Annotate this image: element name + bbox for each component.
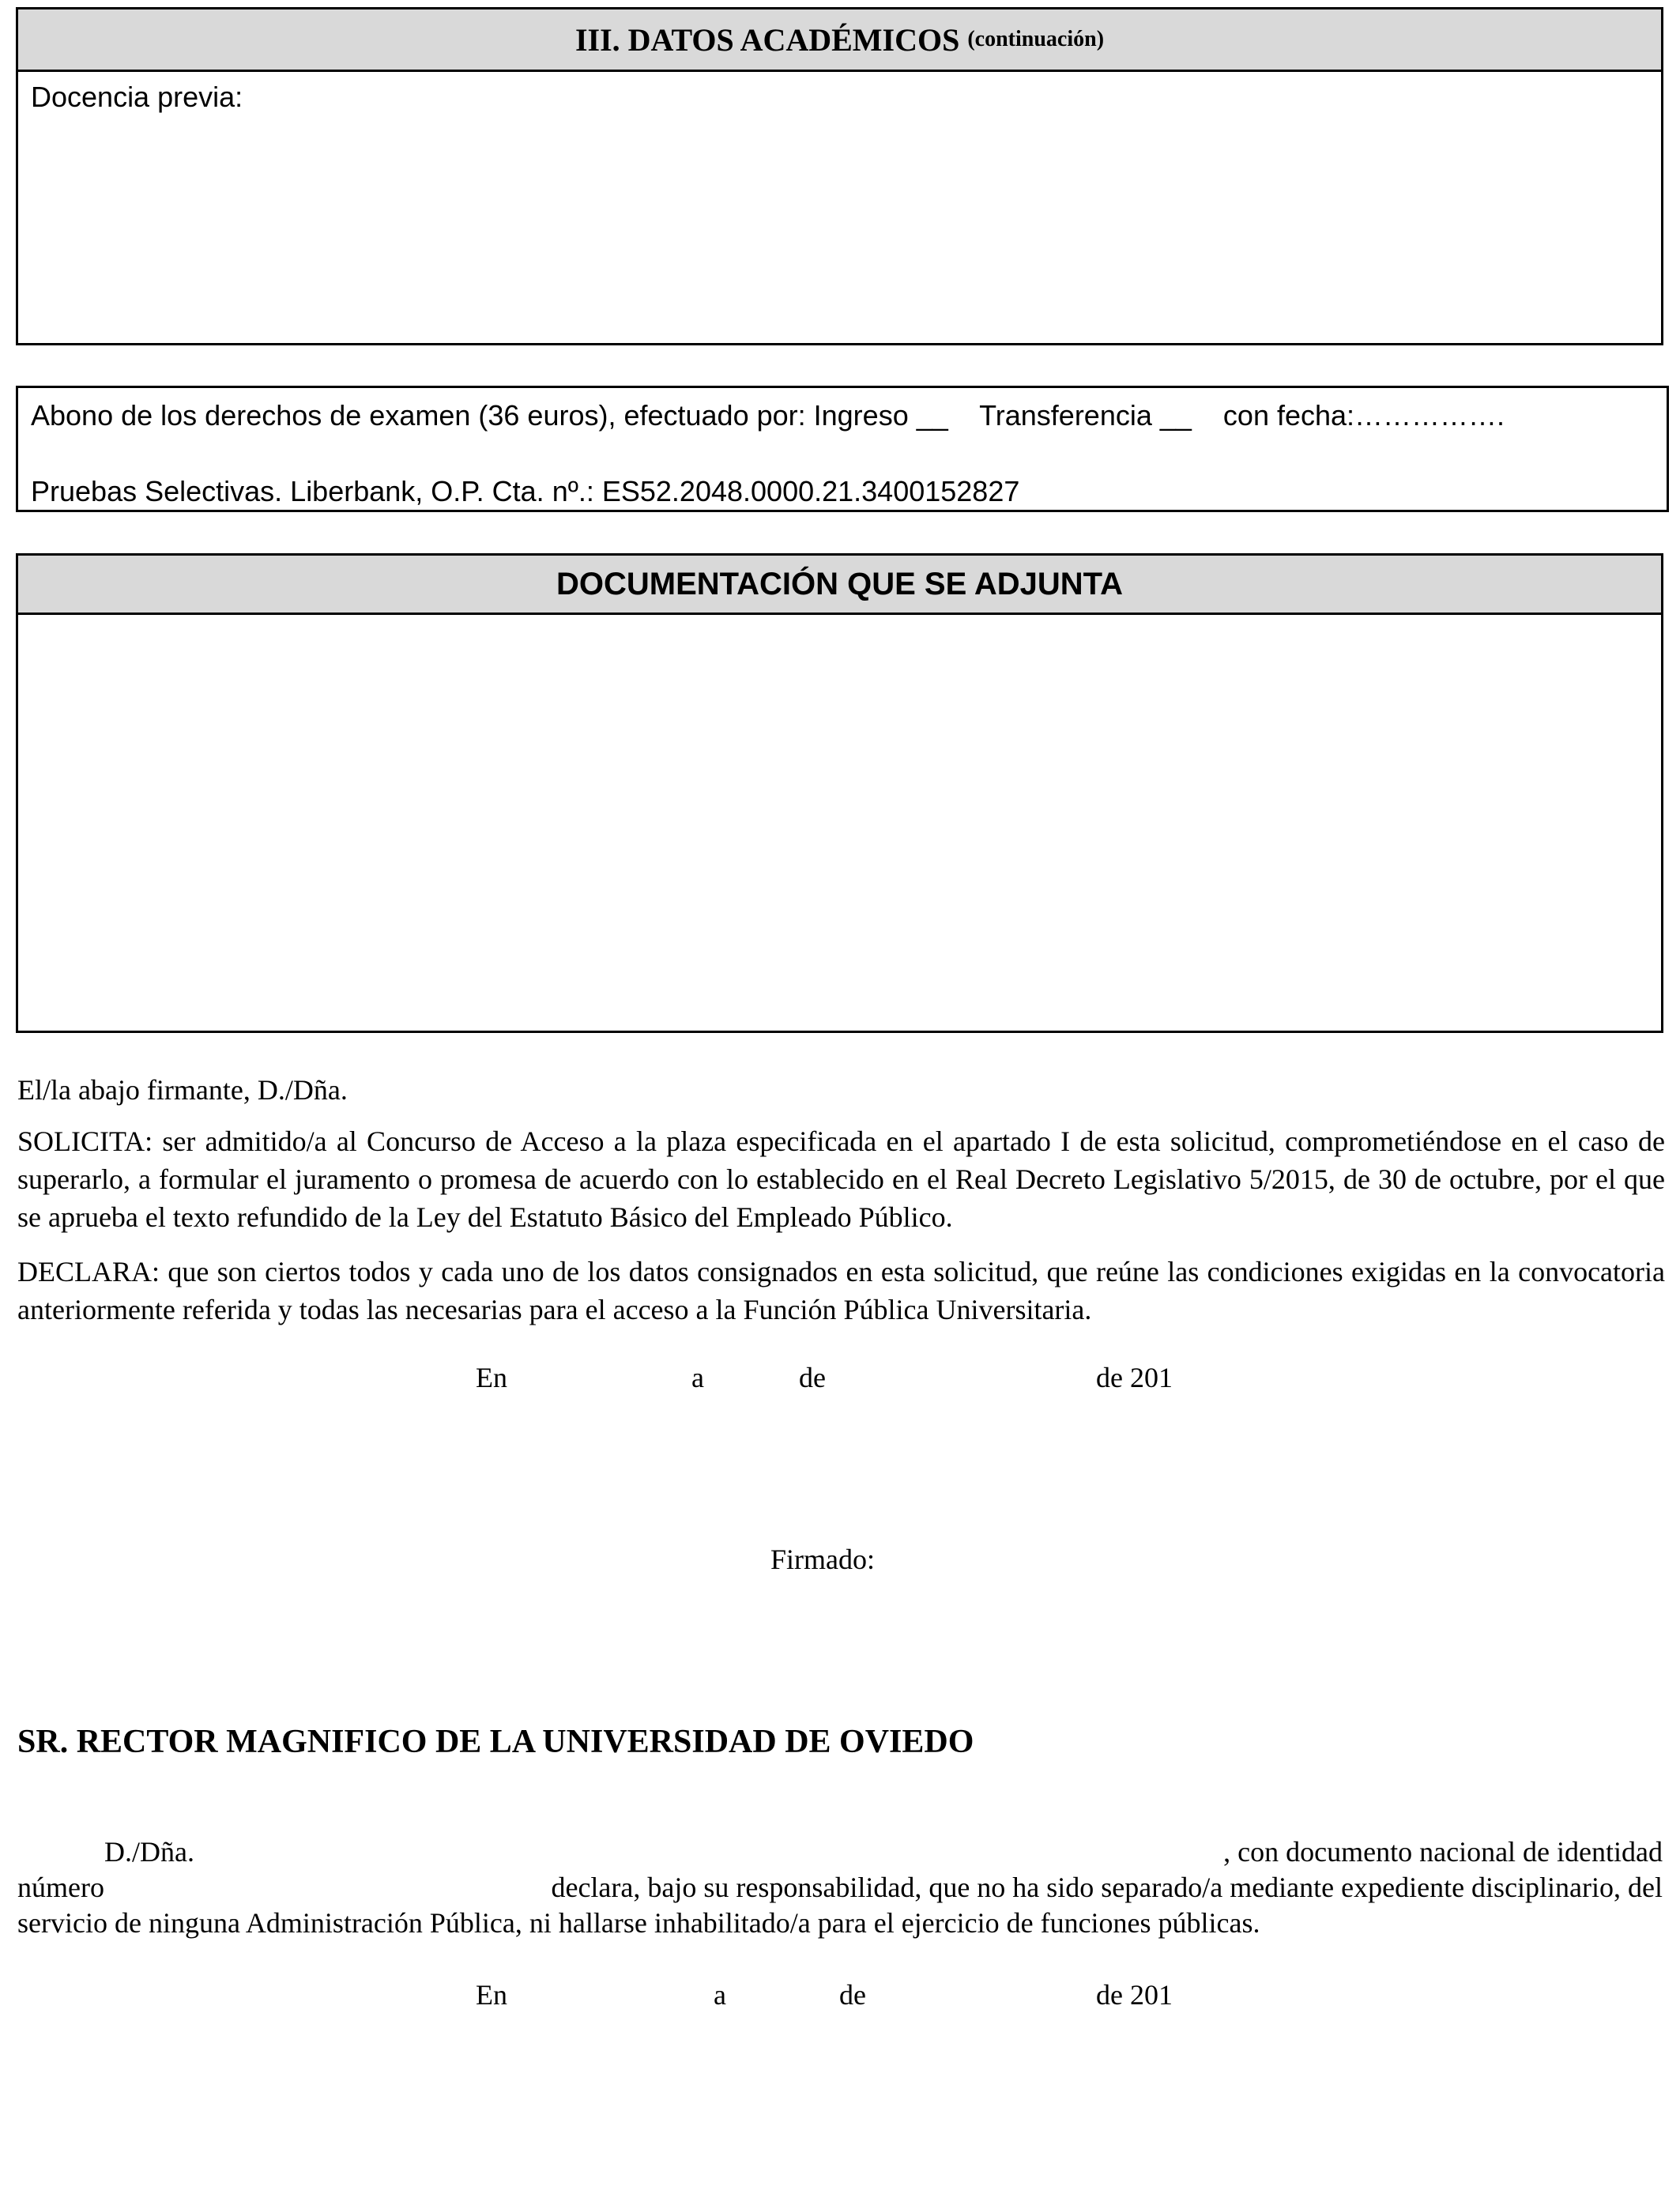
- date-en: En: [476, 1362, 507, 1393]
- date2-en: En: [476, 1979, 507, 2011]
- payment-line-2: Pruebas Selectivas. Liberbank, O.P. Cta. nº.: ES52.2048.0000.21.3400152827: [31, 475, 1020, 507]
- academic-section-title: III. DATOS ACADÉMICOS: [574, 21, 960, 58]
- documentation-title: DOCUMENTACIÓN QUE SE ADJUNTA: [556, 566, 1124, 601]
- academic-section-box: [16, 7, 1663, 345]
- date2-a: a: [714, 1979, 726, 2011]
- date2-de: de: [839, 1979, 866, 2011]
- academic-section-title-suffix: (continuación): [967, 27, 1105, 51]
- declara-paragraph: DECLARA: que son ciertos todos y cada uno de los datos consignados en esta solicitud, que reúne las condiciones exigidas en la convocatoria anteriormente referida y todas las necesarias para el acceso a la Función Pública Universitaria.: [17, 1256, 1665, 1325]
- date-de: de: [799, 1362, 826, 1393]
- rector-line-3: servicio de ninguna Administración Pública, ni hallarse inhabilitado/a para el ejercicio de funciones públicas.: [17, 1907, 1260, 1939]
- documentation-header: [18, 556, 1661, 615]
- rector-heading: SR. RECTOR MAGNIFICO DE LA UNIVERSIDAD DE OVIEDO: [17, 1724, 974, 1760]
- firmado-label: Firmado:: [770, 1544, 875, 1575]
- payment-line-1: Abono de los derechos de examen (36 euros), efectuado por: Ingreso __ Transferencia __ con fecha:…………….: [31, 399, 1505, 432]
- rector-dna: D./Dña.: [104, 1836, 194, 1868]
- date-year: de 201: [1096, 1362, 1173, 1393]
- academic-section-header: [18, 9, 1661, 72]
- payment-box: [16, 386, 1669, 512]
- date-a: a: [691, 1362, 704, 1393]
- rector-numero: número: [17, 1872, 104, 1903]
- documentation-field[interactable]: [18, 615, 1661, 1031]
- solicita-paragraph: SOLICITA: ser admitido/a al Concurso de Acceso a la plaza especificada en el apartado I de esta solicitud, comprometiéndose en el caso de superarlo, a formular el juramento o promesa de acuerdo con lo establecido en el Real Decreto Legislativo 5/2015, de 30 de octubre, por el que se aprueba el texto refundido de la Ley del Estatuto Básico del Empleado Público.: [17, 1125, 1665, 1233]
- docencia-previa-label: Docencia previa:: [31, 81, 243, 113]
- documentation-box: [16, 553, 1663, 1033]
- rector-declara-text: declara, bajo su responsabilidad, que no ha sido separado/a mediante expediente disciplinario, del: [551, 1872, 1663, 1903]
- date2-year: de 201: [1096, 1979, 1173, 2011]
- docencia-previa-field[interactable]: [18, 112, 1661, 343]
- rector-dni-text: , con documento nacional de identidad: [1223, 1836, 1663, 1868]
- signer-line: El/la abajo firmante, D./Dña.: [17, 1074, 348, 1106]
